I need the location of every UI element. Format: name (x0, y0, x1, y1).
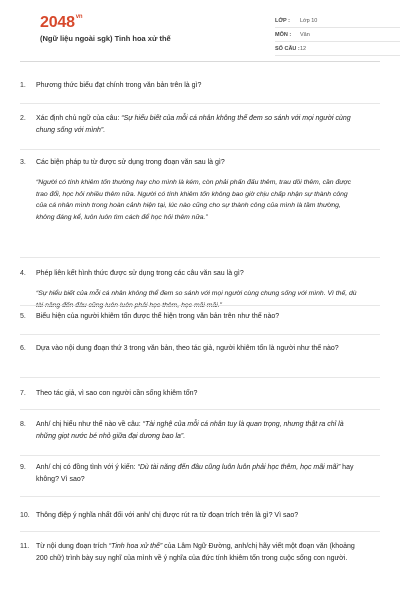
question-text: Dựa vào nội dung đoạn thứ 3 trong văn bản, theo tác giả, người khiêm tốn là người như thế nào? (36, 345, 339, 352)
divider (20, 103, 380, 104)
divider (20, 377, 380, 378)
divider (20, 257, 380, 258)
meta-key: MÔN : (275, 31, 292, 38)
document-header (20, 0, 380, 62)
question-text: Theo tác giả, vì sao con người cần sống khiêm tốn? (36, 390, 198, 397)
question-tail: hay không? Vì sao? (36, 464, 354, 483)
question-passage: “Sự hiểu biết của mỗi cá nhân không thể đem so sánh với mọi người cùng chung sống với mình. Vì thế, dù (36, 290, 357, 297)
divider (20, 496, 380, 497)
question-3 (20, 157, 380, 229)
question-prompt: Anh/ chị có đồng tình với ý kiến: (36, 464, 138, 471)
question-text (36, 419, 360, 443)
question-text: Thông điệp ý nghĩa nhất đối với anh/ chị được rút ra từ đoạn trích trên là gì? Vì sao? (36, 512, 299, 519)
question-6 (20, 343, 380, 367)
meta-key: LỚP : (275, 17, 290, 24)
question-number: 9. (20, 464, 26, 471)
divider (20, 149, 380, 150)
meta-row-grade (275, 14, 400, 28)
document-title: (Ngữ liệu ngoài sgk) Tinh hoa xử thế (40, 34, 171, 43)
question-tail: của Lâm Ngữ Đường, anh/chị hãy viết một đoạn văn (khoảng 200 chữ) trình bày suy nghĩ của mình về ý nghĩa của đức tính khiêm tốn trong cuộc sống con người. (36, 543, 355, 562)
question-number: 6. (20, 345, 26, 352)
question-number: 11. (20, 543, 30, 550)
question-text (36, 157, 360, 223)
meta-row-subject (275, 28, 400, 42)
question-7 (20, 388, 380, 400)
meta-value: Văn (300, 31, 310, 38)
question-8 (20, 419, 380, 443)
question-text (36, 541, 360, 565)
question-prompt: Từ nội dung đoạn trích (36, 543, 109, 550)
divider (20, 334, 380, 335)
question-text (36, 462, 360, 486)
site-logo[interactable] (40, 14, 82, 32)
question-text: Phương thức biểu đạt chính trong văn bản trên là gì? (36, 82, 202, 89)
question-number: 4. (20, 270, 26, 277)
divider (20, 455, 380, 456)
logo-suffix: vn (75, 14, 83, 20)
question-number: 7. (20, 390, 26, 397)
question-9 (20, 462, 380, 486)
question-11 (20, 541, 380, 577)
question-quote: “Dù tài năng đến đâu cũng luôn luôn phải học thêm, học mãi mãi” (137, 464, 341, 471)
question-prompt: Xác định chủ ngữ của câu: (36, 115, 122, 122)
question-4 (20, 268, 380, 314)
question-quote: “Sự hiểu biết của mỗi cá nhân không thể đem so sánh với mọi người cùng chung sống với mình”. (36, 115, 351, 134)
divider (20, 531, 380, 532)
meta-value: Lớp 10 (300, 17, 318, 24)
meta-row-question-count (275, 42, 400, 56)
divider (20, 409, 380, 410)
question-text: Biểu hiện của người khiêm tốn được thể hiện trong văn bản trên như thế nào? (36, 313, 280, 320)
question-1 (20, 80, 380, 92)
question-text (36, 113, 360, 137)
divider (20, 305, 380, 306)
document-meta (275, 14, 400, 56)
question-10 (20, 510, 380, 522)
question-prompt: Các biện pháp tu từ được sử dụng trong đoạn văn sau là gì? (36, 159, 225, 166)
meta-value: 12 (300, 45, 307, 52)
question-passage: “Người có tính khiêm tốn thường hay cho mình là kém, còn phải phấn đấu thêm, trau dồi thêm, cần được trao đổi, học hỏi nhiều thêm nữa. Người có tính khiêm tốn không bao giờ chịu chấp nhận sự thành công của cá nhân mình trong hoàn cảnh hiện tại, lúc nào cũng cho sự thành công của mình là tầm thường, không đáng kể, luôn luôn tìm cách để học hỏi thêm nữa.” (36, 179, 352, 221)
question-prompt: Anh/ chị hiểu như thế nào về câu: (36, 421, 143, 428)
question-number: 5. (20, 313, 26, 320)
question-number: 10. (20, 512, 30, 519)
question-2 (20, 113, 380, 139)
question-quote: “Tinh hoa xử thế” (108, 543, 163, 550)
question-number: 8. (20, 421, 26, 428)
question-number: 1. (20, 82, 26, 89)
question-number: 2. (20, 115, 26, 122)
question-number: 3. (20, 159, 26, 166)
logo-text: 2048 (40, 14, 75, 31)
question-prompt: Phép liên kết hình thức được sử dụng trong các câu văn sau là gì? (36, 270, 244, 277)
meta-key: SỐ CÂU : (275, 45, 300, 52)
question-5 (20, 311, 380, 323)
question-quote: “Tài nghệ của mỗi cá nhân tuy là quan trọng, nhưng thật ra chỉ là những giọt nước bé nhỏ giữa đại dương bao la”. (36, 421, 344, 440)
